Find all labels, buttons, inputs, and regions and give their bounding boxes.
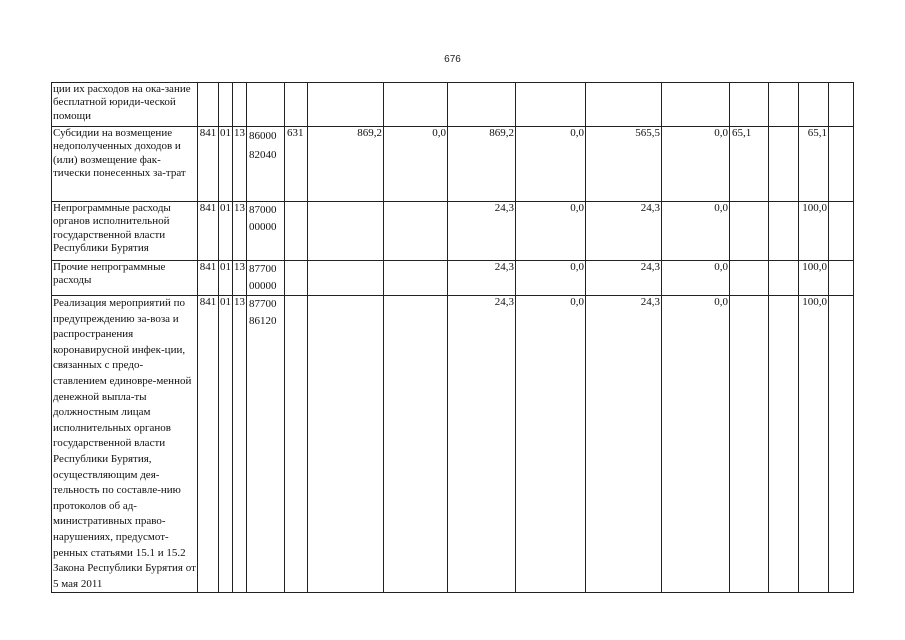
- cell-csr: [247, 127, 285, 202]
- cell-ved: 841: [198, 127, 219, 202]
- cell-c3: 869,2: [448, 127, 516, 202]
- cell-c3: 24,3: [448, 202, 516, 261]
- cell-c5: 24,3: [586, 296, 662, 593]
- cell-c6: 0,0: [662, 296, 730, 593]
- row-name: ции их расходов на ока-зание бесплатной юриди-ческой помощи: [52, 83, 198, 127]
- cell-pr: 13: [233, 261, 247, 296]
- cell-rz: 01: [219, 202, 233, 261]
- cell-c7: [730, 261, 769, 296]
- cell-c10: [829, 83, 854, 127]
- cell-c5: 24,3: [586, 261, 662, 296]
- cell-c6: 0,0: [662, 202, 730, 261]
- cell-c10: [829, 127, 854, 202]
- cell-c7: [730, 296, 769, 593]
- table-row: [52, 83, 854, 127]
- budget-table: [51, 82, 854, 593]
- cell-c8: [769, 296, 799, 593]
- page-number: 676: [444, 54, 461, 65]
- cell-pr: [233, 83, 247, 127]
- csr-text: 87000 00000: [249, 204, 277, 233]
- cell-c10: [829, 202, 854, 261]
- cell-pr: 13: [233, 296, 247, 593]
- cell-c10: [829, 261, 854, 296]
- cell-c6: 0,0: [662, 127, 730, 202]
- table-row: [52, 296, 854, 593]
- cell-c9: 100,0: [799, 202, 829, 261]
- cell-c4: 0,0: [516, 127, 586, 202]
- cell-c2: [384, 202, 448, 261]
- cell-c10: [829, 296, 854, 593]
- csr-text: 87700 86120: [249, 298, 277, 327]
- cell-c5: [586, 83, 662, 127]
- cell-c8: [769, 127, 799, 202]
- cell-c4: 0,0: [516, 261, 586, 296]
- cell-c9: 65,1: [799, 127, 829, 202]
- cell-c1: [308, 296, 384, 593]
- cell-c2: [384, 296, 448, 593]
- cell-c3: 24,3: [448, 296, 516, 593]
- cell-c4: [516, 83, 586, 127]
- cell-rz: 01: [219, 296, 233, 593]
- cell-c5: 24,3: [586, 202, 662, 261]
- cell-rz: [219, 83, 233, 127]
- table-row: [52, 202, 854, 261]
- cell-c1: [308, 261, 384, 296]
- cell-pr: 13: [233, 127, 247, 202]
- cell-c1: [308, 83, 384, 127]
- cell-ved: [198, 83, 219, 127]
- cell-vr: [285, 202, 308, 261]
- cell-csr: [247, 202, 285, 261]
- cell-ved: 841: [198, 202, 219, 261]
- cell-c9: 100,0: [799, 296, 829, 593]
- cell-ved: 841: [198, 261, 219, 296]
- cell-rz: 01: [219, 127, 233, 202]
- cell-c2: [384, 261, 448, 296]
- cell-c8: [769, 261, 799, 296]
- csr-text: 87700 00000: [249, 263, 277, 292]
- row-name: Непрограммные расходы органов исполнительной государственной власти Республики Бурятия: [52, 202, 198, 261]
- cell-rz: 01: [219, 261, 233, 296]
- cell-c1: [308, 202, 384, 261]
- cell-c9: 100,0: [799, 261, 829, 296]
- cell-pr: 13: [233, 202, 247, 261]
- cell-vr: [285, 296, 308, 593]
- csr-text: 86000 82040: [249, 130, 277, 161]
- cell-c5: 565,5: [586, 127, 662, 202]
- cell-c6: [662, 83, 730, 127]
- cell-csr: [247, 261, 285, 296]
- row-name-text: Реализация мероприятий по предупреждению за-воза и распространения коронавирусной инфек-ции, связанных с предо-ставлением единовре-менной денежной выпла-ты должностным лицам исполнительных органов государственной власти Республики Бурятия, осуществляющим дея-тельность по составле-нию протоколов об ад-министративных право-нарушениях, предусмот-ренных статьями 15.1 и 15.2 Закона Республики Бурятия от 5 мая 2011: [53, 297, 196, 590]
- cell-c9: [799, 83, 829, 127]
- cell-csr: [247, 83, 285, 127]
- cell-vr: 631: [285, 127, 308, 202]
- cell-c7: 65,1: [730, 127, 769, 202]
- table-row: [52, 261, 854, 296]
- cell-c2: 0,0: [384, 127, 448, 202]
- cell-c6: 0,0: [662, 261, 730, 296]
- table-row: [52, 127, 854, 202]
- cell-c8: [769, 202, 799, 261]
- cell-c7: [730, 202, 769, 261]
- cell-c4: 0,0: [516, 202, 586, 261]
- row-name: [52, 296, 198, 593]
- cell-c3: 24,3: [448, 261, 516, 296]
- row-name: Прочие непрограммные расходы: [52, 261, 198, 296]
- cell-vr: [285, 261, 308, 296]
- cell-csr: [247, 296, 285, 593]
- cell-c3: [448, 83, 516, 127]
- row-name: Субсидии на возмещение недополученных доходов и (или) возмещение фак-тически понесенных за-трат: [52, 127, 198, 202]
- cell-c2: [384, 83, 448, 127]
- cell-c7: [730, 83, 769, 127]
- cell-c1: 869,2: [308, 127, 384, 202]
- cell-c4: 0,0: [516, 296, 586, 593]
- cell-c8: [769, 83, 799, 127]
- cell-ved: 841: [198, 296, 219, 593]
- cell-vr: [285, 83, 308, 127]
